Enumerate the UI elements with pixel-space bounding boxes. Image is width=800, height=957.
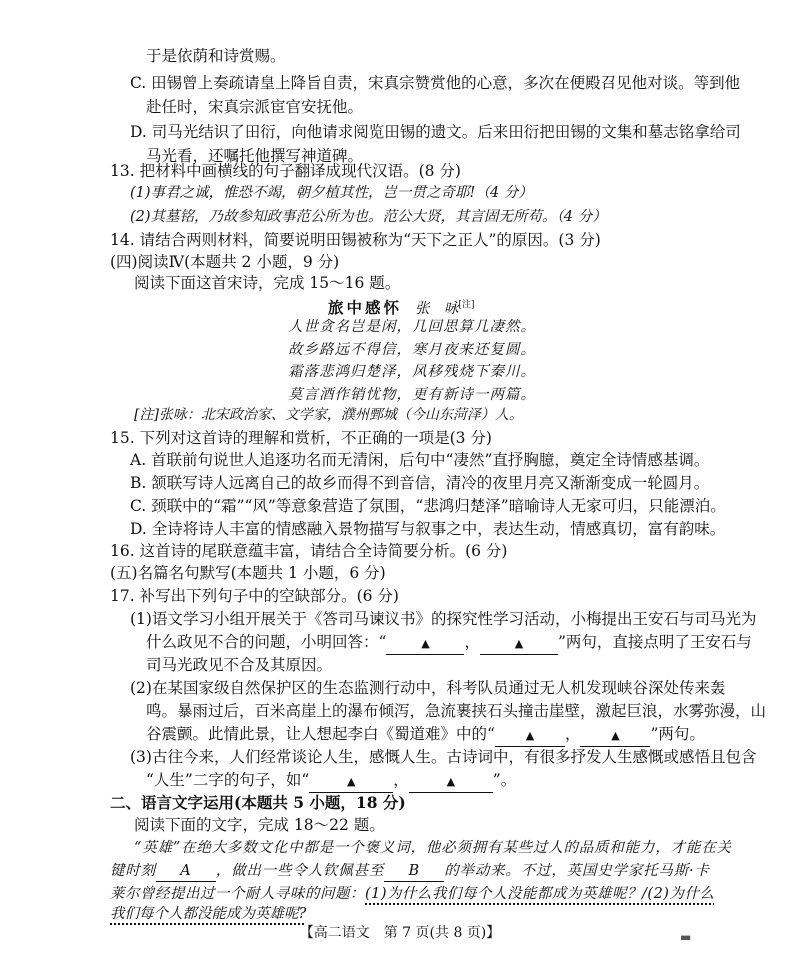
option-c-line2: 赴任时，宋真宗派宦官安抚他。 (146, 98, 364, 116)
q16-stem: 16. 这首诗的尾联意蕴丰富，请结合全诗简要分析。(6 分) (110, 542, 508, 560)
q17-part2-line1: (2)在某国家级自然保护区的生态监测行动中，科考队员通过无人机发现峡谷深处传来轰 (130, 679, 726, 697)
q17-part1-text-c: ”两句，直接点明了王安石与 (557, 633, 752, 651)
q17-part3-text-b: ， (393, 771, 409, 789)
q17-part3-text-c: ”。 (492, 771, 517, 789)
q17-part1-text-a: 什么政见不合的问题，小明回答：“ (146, 633, 387, 651)
q17-part2-text-b: ， (564, 725, 581, 743)
q17-part3-line2 (146, 770, 516, 793)
q17-blank-4[interactable]: ▲ (580, 726, 650, 747)
poem-note: [注]张咏：北宋政治家、文学家，濮州鄄城（今山东菏泽）人。 (134, 407, 523, 423)
passage-line2-text-c: 的举动来。不过，英国史学家托马斯·卡 (444, 863, 710, 879)
q17-part3-text-a: “人生”二字的句子，如“ (146, 771, 310, 789)
q15-option-c: C. 颈联中的“霜”“风”等意象营造了氛围，“悲鸿归楚泽”暗喻诗人无家可归，只能漂泊。 (130, 497, 726, 515)
passage-line4: 我们每个人都没能成为英雄呢? (110, 906, 307, 922)
blank-b[interactable]: B (384, 861, 444, 882)
option-d-label: D. (130, 123, 147, 141)
poem-title: 旅中感怀 (328, 298, 403, 318)
q17-part2-text-a: 谷震颤。此情此景，让人想起李白《蜀道难》中的“ (146, 725, 495, 743)
q17-part2-line2: 鸣。暴雨过后，百米高崖上的瀑布倾泻，急流裹挟石头撞击崖壁，激起巨浪，水雾弥漫，山 (146, 702, 767, 720)
q17-blank-1[interactable]: ▲ (386, 634, 464, 655)
section5-heading: (五)名篇名句默写(本题共 1 小题，6 分) (110, 564, 386, 582)
blank-a[interactable]: A (156, 861, 216, 882)
q17-part1-line2 (146, 632, 752, 655)
q13-stem: 13. 把材料中画横线的句子翻译成现代汉语。(8 分) (110, 162, 461, 180)
option-d-text: 司马光结识了田衍，向他请求阅览田锡的遗文。后来田衍把田锡的文集和墓志铭拿给司 (151, 123, 741, 141)
poem-header (328, 295, 474, 319)
option-b-continuation: 于是依荫和诗赏赐。 (146, 47, 286, 65)
q17-stem: 17. 补写出下列句子中的空缺部分。(6 分) (110, 587, 399, 605)
poem-line-1: 人世贪名岂是闲，几回思算几凄然。 (288, 319, 536, 335)
passage-line2-text-b: ，做出一些令人钦佩甚至 (215, 863, 385, 879)
option-d-line1 (130, 122, 741, 142)
poem-author: 张 咏 (414, 301, 459, 318)
q14-stem: 14. 请结合两则材料，简要说明田锡被称为“天下之正人”的原因。(3 分) (110, 231, 601, 249)
q15-stem: 15. 下列对这首诗的理解和赏析，不正确的一项是(3 分) (110, 429, 492, 447)
poem-note-mark: [注] (458, 300, 475, 310)
passage-line2 (110, 861, 710, 882)
passage-line1: “英雄”在绝大多数文化中都是一个褒义词，他必须拥有某些过人的品质和能力，才能在关 (134, 840, 732, 856)
passage-dotted-sentences: (1)为什么我们每个人没能都成为英雄呢？/(2)为什么 (365, 886, 715, 902)
passage-line2-text-a: 键时刻 (110, 863, 156, 879)
q15-option-d: D. 全诗将诗人丰富的情感融入景物描写与叙事之中，表达生动，情感真切，富有韵味。 (130, 520, 726, 538)
option-c-text: 田锡曾上奏疏请皇上降旨自责，宋真宗赞赏他的心意，多次在便殿召见他对谈。等到他 (151, 74, 741, 92)
q17-part1-text-b: ， (464, 633, 480, 651)
part2-heading: 二、语言文字运用(本题共 5 小题，18 分) (110, 793, 406, 812)
q17-blank-6[interactable]: ▲ (409, 772, 493, 793)
option-c-label: C. (130, 74, 147, 92)
section4-intro: 阅读下面这首宋诗，完成 15～16 题。 (134, 274, 401, 292)
q17-part1-line1: (1)语文学习小组开展关于《答司马谏议书》的探究性学习活动，小梅提出王安石与司马光为 (130, 610, 757, 628)
q17-part2-text-c: ”两句。 (650, 725, 705, 743)
q15-option-a: A. 首联前句说世人追逐功名而无清闲，后句中“凄然”直抒胸臆，奠定全诗情感基调。 (130, 451, 710, 469)
q17-blank-5[interactable]: ▲ (309, 772, 393, 793)
part2-intro: 阅读下面的文字，完成 18～22 题。 (134, 816, 385, 834)
poem-line-4: 莫言酒作销忧物，更有新诗一两篇。 (288, 387, 536, 403)
page-footer: 【高二语文 第 7 页(共 8 页)】 (299, 925, 501, 941)
q17-blank-2[interactable]: ▲ (480, 634, 558, 655)
q13-sentence2: (2)其墓铭，乃故参知政事范公所为也。范公大贤，其言固无所苟。（4 分） (130, 209, 607, 225)
poem-line-3: 霜落悲鸿归楚泽，风移残烧下秦川。 (288, 364, 536, 380)
q17-part1-line3: 司马光政见不合及其原因。 (146, 656, 333, 674)
q17-part2-line3 (146, 724, 705, 747)
poem-line-2: 故乡路远不得信，寒月夜来还复圆。 (288, 342, 536, 358)
section4-heading: (四)阅读Ⅳ(本题共 2 小题，9 分) (110, 253, 340, 271)
option-d-line2: 马光看，还嘱托他撰写神道碑。 (146, 147, 364, 165)
scan-mark: ▬ (680, 930, 692, 944)
passage-line3 (110, 884, 714, 904)
q17-blank-3[interactable]: ▲ (495, 726, 565, 747)
q13-sentence1: (1)事君之诚，惟恐不竭，朝夕植其性，岂一贯之奇耶!（4 分） (130, 185, 533, 201)
option-c-line1 (130, 73, 740, 93)
q17-part3-line1: (3)古往今来，人们经常谈论人生，感慨人生。古诗词中，有很多抒发人生感慨或感悟且包含 (130, 748, 757, 766)
passage-line3-text-a: 莱尔曾经提出过一个耐人寻味的问题： (110, 886, 365, 902)
q15-option-b: B. 颔联写诗人远离自己的故乡而得不到音信，清冷的夜里月亮又渐渐变成一轮圆月。 (130, 474, 710, 492)
